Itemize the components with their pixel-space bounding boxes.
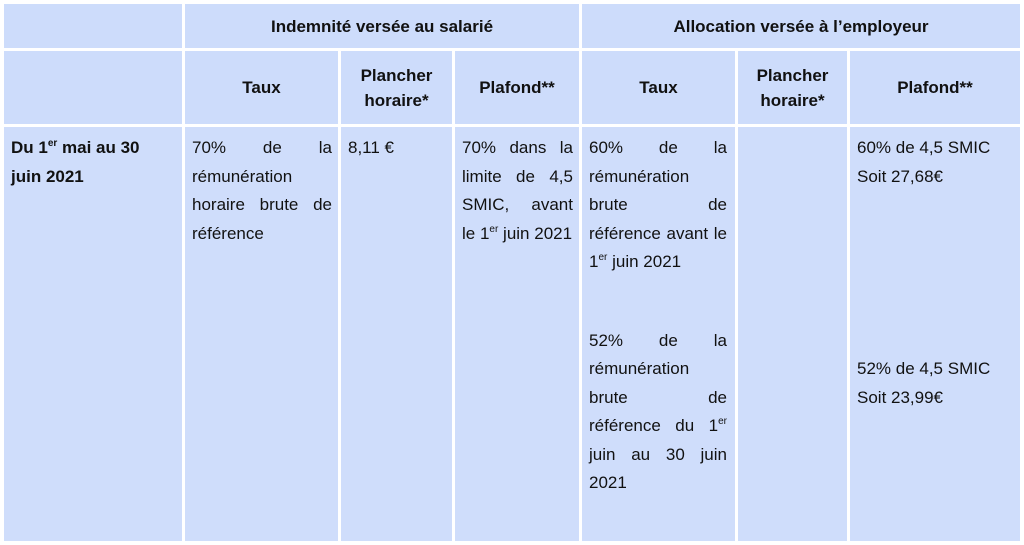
allocation-taux-2-pre: 52% de la rémunération brute de référence du 1 [589, 330, 727, 435]
cell-allocation-plancher [738, 127, 847, 541]
allocation-plafond-period-2 [857, 355, 1014, 412]
allocation-taux-2-post: juin au 30 juin 2021 [589, 444, 727, 492]
cell-indemnite-plafond-post: juin 2021 [498, 223, 573, 243]
header-allocation-plancher-line1: Plancher [756, 65, 829, 85]
allocation-plafond-1-line1: 60% de 4,5 SMIC [857, 138, 991, 157]
corner-cell-top [4, 4, 182, 48]
header-allocation-plafond: Plafond** [850, 51, 1020, 124]
cell-indemnite-plancher: 8,11 € [341, 127, 452, 541]
header-indemnite-plancher-line2: horaire* [364, 90, 429, 110]
allocation-plafond-1-line2: Soit 27,68€ [857, 166, 944, 186]
corner-cell-bottom [4, 51, 182, 124]
group-header-indemnite: Indemnité versée au salarié [185, 4, 579, 48]
allocation-taux-period-2 [589, 327, 727, 498]
allocation-taux-period-1 [589, 134, 727, 277]
allocation-plafond-2-line2: Soit 23,99€ [857, 387, 944, 407]
header-allocation-plancher [738, 51, 847, 124]
header-indemnite-plancher-line1: Plancher [360, 65, 433, 85]
header-indemnite-plafond: Plafond** [455, 51, 579, 124]
allocation-taux-1-post: juin 2021 [607, 252, 682, 271]
header-indemnite-taux: Taux [185, 51, 338, 124]
row-period-pre: Du 1 [11, 138, 48, 157]
cell-indemnite-plafond-sup: er [489, 223, 499, 235]
cell-allocation-taux [582, 127, 735, 541]
allocation-plafond-2-line1: 52% de 4,5 SMIC [857, 359, 991, 378]
row-period-post: mai au 30 juin 2021 [11, 138, 140, 186]
row-period-sup: er [47, 138, 58, 149]
cell-allocation-plafond [850, 127, 1020, 541]
allocation-taux-2-sup: er [718, 416, 727, 427]
cell-indemnite-plafond [455, 127, 579, 541]
allocation-taux-1-sup: er [598, 252, 608, 263]
header-allocation-plancher-line2: horaire* [760, 90, 825, 110]
allocation-plafond-period-1 [857, 134, 1014, 191]
allocation-taux-1-pre: 60% de la rémunération brute de référence avant le 1 [589, 138, 727, 271]
cell-indemnite-taux: 70% de la rémunération horaire brute de référence [185, 127, 338, 541]
group-header-allocation: Allocation versée à l’employeur [582, 4, 1020, 48]
header-allocation-taux: Taux [582, 51, 735, 124]
header-indemnite-plancher [341, 51, 452, 124]
cell-indemnite-plafond-pre: 70% dans la limite de 4,5 SMIC, avant le 1 [462, 138, 573, 243]
row-period [4, 127, 182, 541]
